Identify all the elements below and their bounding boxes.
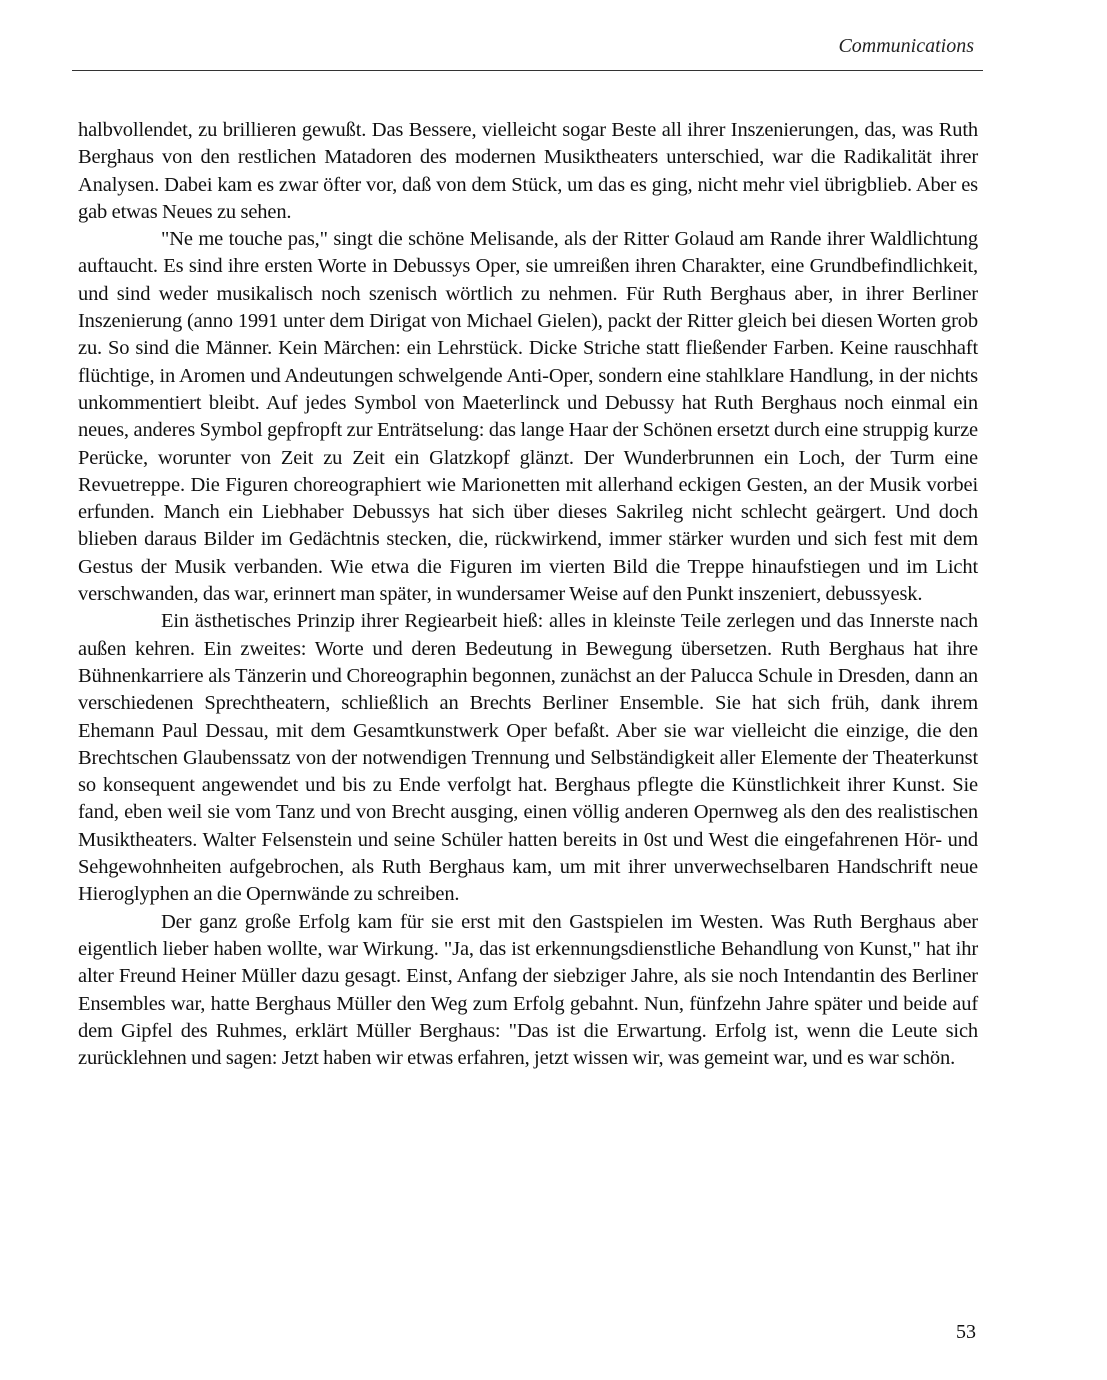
running-header: Communications (838, 35, 974, 57)
paragraph-2: "Ne me touche pas," singt die schöne Melisande, als der Ritter Golaud am Rande ihrer Waldlichtung auftaucht. Es sind ihre ersten Worte in Debussys Oper, sie umreißen ihren Charakter, eine Grundbefindlichkeit, und sind weder musikalisch noch szenisch wörtlich zu nehmen. Für Ruth Berghaus aber, in ihrer Berliner Inszenierung (anno 1991 unter dem Dirigat von Michael Gielen), packt der Ritter gleich bei diesen Worten grob zu. So sind die Männer. Kein Märchen: ein Lehrstück. Dicke Striche statt fließender Farben. Keine rauschhaft flüchtige, in Aromen und Andeutungen schwelgende Anti-Oper, sondern eine stahlklare Handlung, in der nichts unkommentiert bleibt. Auf jedes Symbol von Maeterlinck und Debussy hat Ruth Berghaus noch einmal ein neues, anderes Symbol gepfropft zur Enträtselung: das lange Haar der Schönen ersetzt durch eine struppig kurze Perücke, worunter von Zeit zu Zeit ein Glatzkopf glänzt. Der Wunderbrunnen ein Loch, der Turm eine Revuetreppe. Die Figuren choreographiert wie Marionetten mit allerhand eckigen Gesten, an der Musik vorbei erfunden. Manch ein Liebhaber Debussys hat sich über dieses Sakrileg nicht schlecht geärgert. Und doch blieben daraus Bilder im Gedächtnis stecken, die, rückwirkend, immer stärker wurden und sich fest mit dem Gestus der Musik verbanden. Wie etwa die Figuren im vierten Bild die Treppe hinaufstiegen und im Licht verschwanden, das war, erinnert man später, in wundersamer Weise auf den Punkt inszeniert, debussyesk. (78, 228, 978, 606)
body-text (78, 117, 978, 1072)
page-number: 53 (956, 1321, 976, 1343)
paragraph-4: Der ganz große Erfolg kam für sie erst mit den Gastspielen im Westen. Was Ruth Berghaus aber eigentlich lieber haben wollte, war Wirkung. "Ja, das ist erkennungsdienstliche Behandlung von Kunst," hat ihr alter Freund Heiner Müller dazu gesagt. Einst, Anfang der siebziger Jahre, als sie noch Intendantin des Berliner Ensembles war, hatte Berghaus Müller den Weg zum Erfolg gebahnt. Nun, fünfzehn Jahre später und beide auf dem Gipfel des Ruhmes, erklärt Müller Berghaus: "Das ist die Erwartung. Erfolg ist, wenn die Leute sich zurücklehnen und sagen: Jetzt haben wir etwas erfahren, jetzt wissen wir, was gemeint war, und es war schön. (78, 910, 978, 1070)
paragraph-3: Ein ästhetisches Prinzip ihrer Regiearbeit hieß: alles in kleinste Teile zerlegen und das Innerste nach außen kehren. Ein zweites: Worte und deren Bedeutung in Bewegung übersetzen. Ruth Berghaus hat ihre Bühnenkarriere als Tänzerin und Choreographin begonnen, zunächst an der Palucca Schule in Dresden, dann an verschiedenen Sprechtheatern, schließlich an Brechts Berliner Ensemble. Sie hat sich früh, dank ihrem Ehemann Paul Dessau, mit dem Gesamtkunstwerk Oper befaßt. Aber sie war vielleicht die einzige, die den Brechtschen Glaubenssatz von der notwendigen Trennung und Selbständigkeit aller Elemente der Theaterkunst so konsequent angewendet und bis zu Ende verfolgt hat. Berghaus pflegte die Künstlichkeit ihrer Kunst. Sie fand, eben weil sie vom Tanz und von Brecht ausging, einen völlig anderen Opernweg als den des realistischen Musiktheaters. Walter Felsenstein und seine Schüler hatten bereits in 0st und West die eingefahrenen Hör- und Sehgewohnheiten aufgebrochen, als Ruth Berghaus kam, um mit ihrer unverwechselbaren Handschrift neue Hieroglyphen an die Opernwände zu schreiben. (78, 610, 978, 906)
paragraph-1: halbvollendet, zu brillieren gewußt. Das Bessere, vielleicht sogar Beste all ihrer Inszenierungen, das, was Ruth Berghaus von den restlichen Matadoren des modernen Musiktheaters unterschied, war die Radikalität ihrer Analysen. Dabei kam es zwar öfter vor, daß von dem Stück, um das es ging, nicht mehr viel übrigblieb. Aber es gab etwas Neues zu sehen. (78, 119, 978, 223)
header-rule (72, 70, 983, 71)
